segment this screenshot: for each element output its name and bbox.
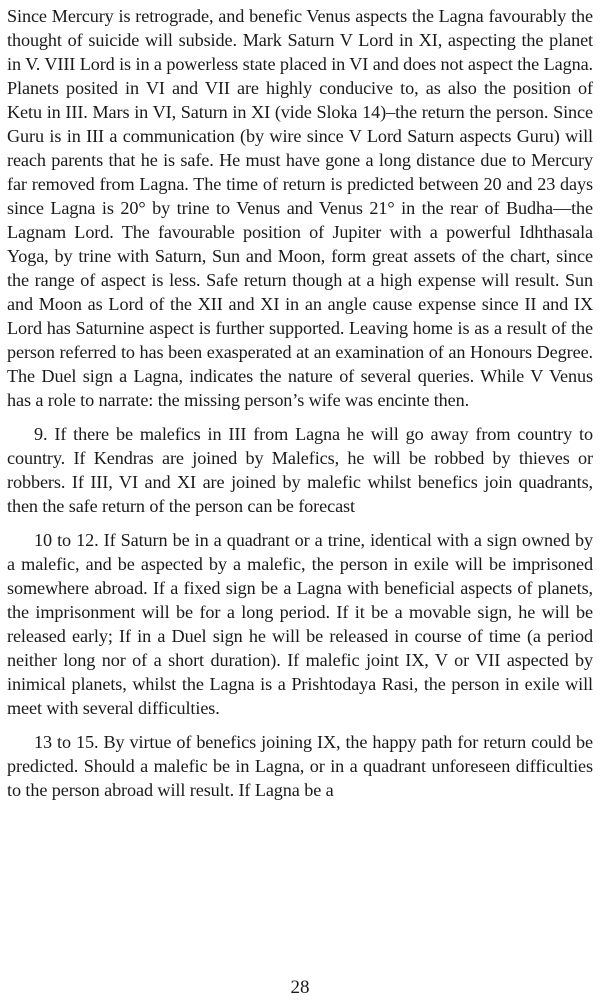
paragraph-sloka-9: 9. If there be malefics in III from Lagna he will go away from country to country. If Kendras are joined by Malefics, he will be robbed by thieves or robbers. If III, VI and XI are joined by malefic whilst benefics join quadrants, then the safe return of the person can be forecast — [7, 424, 593, 516]
paragraph-sloka-10-12: 10 to 12. If Saturn be in a quadrant or a trine, identical with a sign owned by a malefic, and be aspected by a malefic, the person in exile will be imprisoned somewhere abroad. If a fixed sign be a Lagna with beneficial aspects of planets, the imprisonment will be for a long period. If it be a movable sign, he will be released early; If in a Duel sign he will be released in course of time (a period neither long nor of a short duration). If malefic joint IX, V or VII aspected by inimical planets, whilst the Lagna is a Prishtodaya Rasi, the person in exile will meet with several difficulties. — [7, 530, 593, 718]
page-number: 28 — [290, 977, 310, 998]
paragraph-sloka-13-15: 13 to 15. By virtue of benefics joining IX, the happy path for return could be predicted. Should a malefic be in Lagna, or in a quadrant unforeseen difficulties to the person abroad will result. If Lagna be a — [7, 732, 593, 800]
paragraph-chart-analysis: Since Mercury is retrograde, and benefic Venus aspects the Lagna favourably the thought of suicide will subside. Mark Saturn V Lord in XI, aspecting the planet in V. VIII Lord is in a powerless state placed in VI and does not aspect the Lagna. Planets posited in VI and VII are highly conducive to, as also the position of Ketu in III. Mars in VI, Saturn in XI (vide Sloka 14)–the return the person. Since Guru is in III a communication (by wire since V Lord Saturn aspects Guru) will reach parents that he is safe. He must have gone a long distance due to Mercury far removed from Lagna. The time of return is predicted between 20 and 23 days since Lagna is 20° by trine to Venus and Venus 21° in the rear of Budha—the Lagnam Lord. The favourable position of Jupiter with a powerful Idhthasala Yoga, by trine with Saturn, Sun and Moon, form great assets of the chart, since the range of aspect is less. Safe return though at a high expense will result. Sun and Moon as Lord of the XII and XI in an angle cause expense since II and IX Lord has Saturnine aspect is further supported. Leaving home is as a result of the person referred to has been exasperated at an examination of an Honours Degree. The Duel sign a Lagna, indicates the nature of several queries. While V Venus has a role to narrate: the missing person’s wife was encinte then. — [7, 6, 593, 410]
